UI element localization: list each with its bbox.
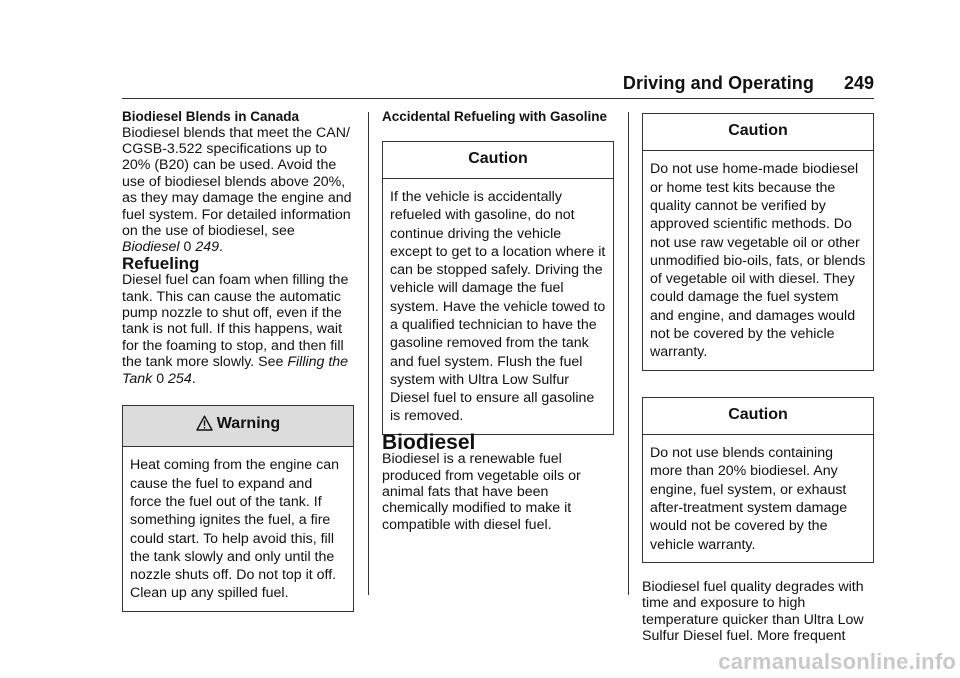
warning-header: [123, 406, 353, 447]
warning-title: Warning: [216, 415, 281, 432]
canada-paragraph: Biodiesel blends that meet the CAN/ CGSB-3.522 specifications up to 20% (B20) can be used. Avoid the use of biodiesel blends above 20%, as they may damage the engine and fuel system. For detailed information on the use of biodiesel, see Biodiesel 0 249.: [122, 124, 352, 256]
page-number: 249: [843, 73, 874, 93]
column-divider-2: [628, 112, 629, 595]
caution-box-blends: [642, 397, 874, 563]
page-header: [0, 0, 960, 100]
warning-box: [122, 405, 354, 612]
caution-box-gasoline: [382, 141, 614, 435]
watermark: carmanualsonline.info: [718, 649, 956, 674]
canada-heading: Biodiesel Blends in Canada: [122, 109, 300, 124]
canada-text: Biodiesel blends that meet the CAN/ CGSB-3.522 specifications up to 20% (B20) can be used. Avoid the use of biodiesel blends above 20%, as they may damage the engine and fuel system. For detailed information on the use of biodiesel, see: [122, 124, 352, 239]
canada-ref-link[interactable]: Biodiesel: [122, 239, 180, 256]
refueling-ref-link[interactable]: Filling the Tank: [122, 354, 349, 387]
refueling-ref-page[interactable]: 254: [168, 370, 192, 387]
column-middle: [382, 110, 614, 533]
biodiesel-heading: Biodiesel: [382, 430, 476, 454]
warning-text: Heat coming from the engine can cause the fuel to expand and force the fuel out of the tank. If something ignites the fuel, a fire could start. To help avoid this, fill the tank slowly and only until the nozzle shuts off. Do not top it off. Clean up any spilled fuel.: [130, 457, 339, 602]
refueling-text: Diesel fuel can foam when filling the tank. This can cause the automatic pump nozzle to shut off, even if the tank is not full. If this happens, wait for the foaming to stop, and then fill the tank more slowly. See: [122, 272, 349, 371]
accidental-refueling-heading: Accidental Refueling with Gasoline: [382, 109, 608, 124]
caution-text: Do not use blends containing more than 20% biodiesel. Any engine, fuel system, or exhaust after-treatment system damage would not be covered by the vehicle warranty.: [650, 445, 848, 553]
page-ref-symbol: 0: [156, 370, 165, 387]
column-left: [122, 110, 354, 612]
caution-header: Caution: [383, 142, 613, 179]
fuel-quality-paragraph: Biodiesel fuel quality degrades with time and exposure to high temperature quicker than Ultra Low Sulfur Diesel fuel. More frequent: [642, 578, 864, 645]
column-right: [642, 97, 874, 644]
biodiesel-paragraph: Biodiesel is a renewable fuel produced from vegetable oils or animal fats that have been chemically modified to make it compatible with diesel fuel.: [382, 451, 581, 533]
caution-header: Caution: [643, 114, 873, 151]
page-ref-symbol: 0: [183, 239, 192, 256]
warning-triangle-icon: [196, 415, 213, 435]
section-title: Driving and Operating: [622, 73, 814, 93]
caution-text: Do not use home-made biodiesel or home test kits because the quality cannot be verified by approved scientific methods. Do not use raw vegetable oil or other unmodified bio-oils, fats, or blends of vegetable oil with diesel. They could damage the fuel system and engine, and damages would not be covered by the vehicle warranty.: [650, 161, 866, 361]
refueling-heading: Refueling: [122, 253, 200, 273]
refueling-paragraph: Diesel fuel can foam when filling the tank. This can cause the automatic pump nozzle to shut off, even if the tank is not full. If this happens, wait for the foaming to stop, and then fill the tank more slowly. See Filling the Tank 0 254.: [122, 272, 349, 387]
caution-box-homemade: [642, 113, 874, 371]
canada-ref-page[interactable]: 249: [195, 239, 220, 256]
column-divider-1: [368, 112, 369, 595]
caution-text: If the vehicle is accidentally refueled with gasoline, do not continue driving the vehicle except to get to a location where it can be stopped safely. Driving the vehicle will damage the fuel system. Have the vehicle towed to a qualified technician to have the gasoline removed from the tank and fuel system. Flush the fuel system with Ultra Low Sulfur Diesel fuel to ensure all gasoline is removed.: [390, 188, 606, 425]
caution-header: Caution: [643, 398, 873, 435]
